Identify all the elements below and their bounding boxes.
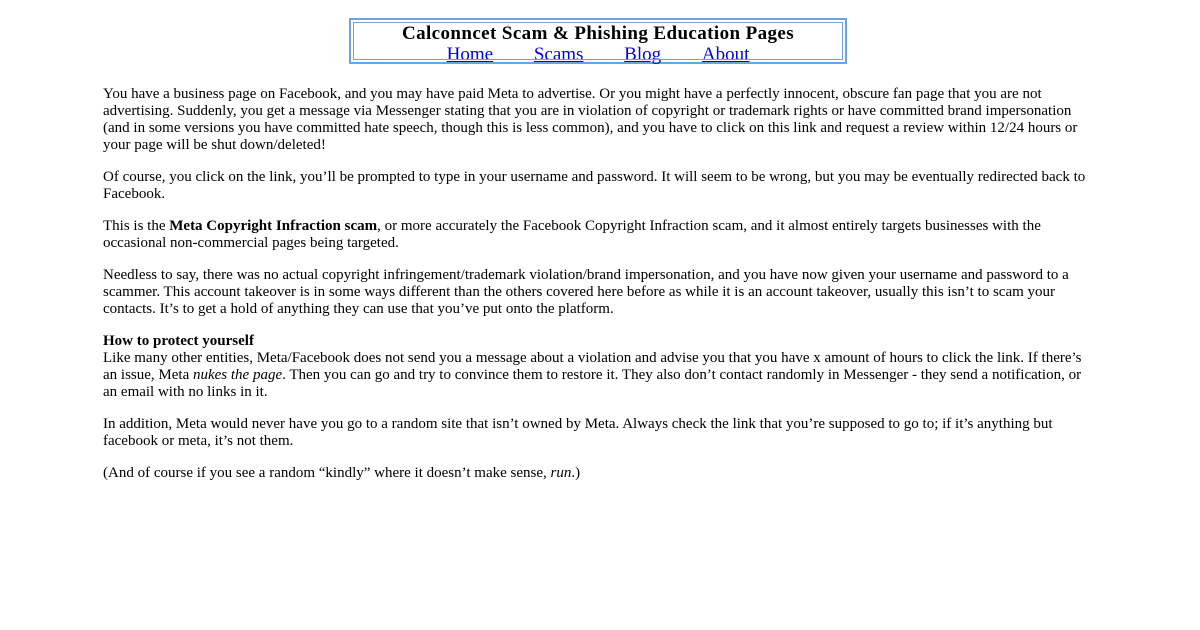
article-paragraph-takeover: Needless to say, there was no actual copyright infringement/trademark violation/brand impersonation, and you have now given your username and password to a scammer. This account takeover is in some ways different than the others covered here before as while it is an account takeover, usually this isn’t to scam your contacts. It’s to get a hold of anything they can use that you’ve put onto the platform.: [103, 267, 1069, 317]
paragraph-text: Like many other entities, Meta/Facebook does not send you a message about a violation and advise you that you have x amount of hours to click the link. If there’s an issue, Meta: [103, 350, 1082, 383]
paragraph-text: . Then you can go and try to convince them to restore it. They also don’t contact randomly in Messenger - they send a notification, or an email with no links in it.: [103, 367, 1082, 400]
article-paragraph-protect: [103, 333, 1093, 401]
emphasis-text: run: [550, 465, 572, 481]
nav-link-scams[interactable]: Scams: [533, 44, 584, 65]
paragraph-text: This is the: [103, 218, 170, 234]
paragraph-text: , or more accurately the Facebook Copyright Infraction scam, and it almost entirely targets businesses with the occasional non-commercial pages being targeted.: [103, 218, 1041, 251]
nav-link-home[interactable]: Home: [446, 44, 494, 65]
article-paragraph-links: In addition, Meta would never have you go to a random site that isn’t owned by Meta. Always check the link that you’re supposed to go to; if it’s anything but facebook or meta, it’s not them.: [103, 416, 1053, 449]
article-paragraph-scam-name: [103, 218, 1093, 252]
article-body: [103, 86, 1093, 497]
scam-name: Meta Copyright Infraction scam: [169, 218, 378, 234]
site-title: Calconncet Scam & Phishing Education Pages: [401, 23, 795, 44]
main-nav: [351, 44, 845, 66]
article-paragraph-kindly: [103, 465, 1093, 482]
paragraph-text: .): [571, 465, 581, 481]
article-paragraph-intro: You have a business page on Facebook, and you may have paid Meta to advertise. Or you might have a perfectly innocent, obscure fan page that you are not advertising. Suddenly, you get a message via Messenger stating that you are in violation of copyright or trademark rights or have committed brand impersonation (and in some versions you have committed hate speech, though this is less common), and you have to click on this link and request a review within 12/24 hours or your page will be shut down/deleted!: [103, 86, 1078, 153]
nav-link-blog[interactable]: Blog: [624, 44, 662, 65]
emphasis-text: nukes the page: [192, 367, 283, 383]
nav-link-about[interactable]: About: [701, 44, 750, 65]
section-heading-protect: How to protect yourself: [103, 333, 254, 349]
site-header: [349, 18, 847, 64]
article-paragraph-click: Of course, you click on the link, you’ll be prompted to type in your username and password. It will seem to be wrong, but you may be eventually redirected back to Facebook.: [103, 169, 1086, 202]
paragraph-text: (And of course if you see a random “kindly” where it doesn’t make sense,: [103, 465, 551, 481]
